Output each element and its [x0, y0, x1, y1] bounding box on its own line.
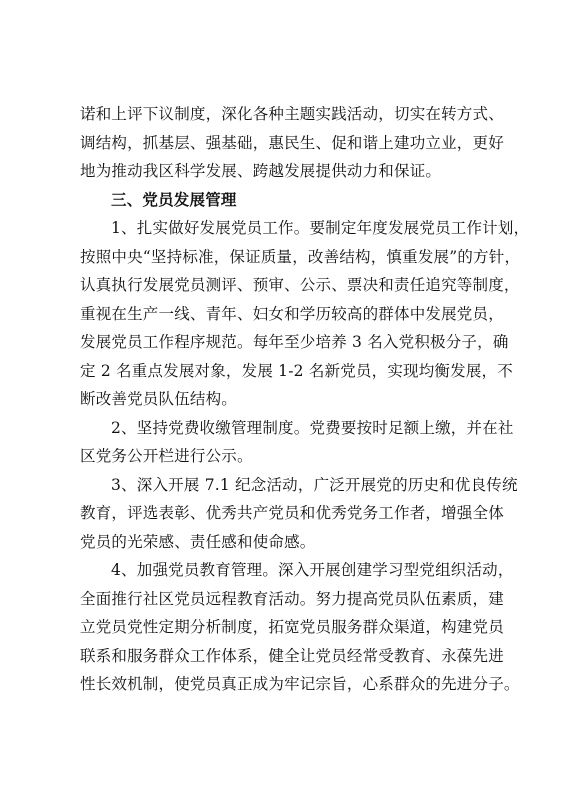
paragraph-line: 按照中央“坚持标准，保证质量，改善结构，慎重发展”的方针， [80, 248, 521, 266]
paragraph-line: 教育，评选表彰、优秀共产党员和优秀党务工作者，增强全体 [80, 504, 504, 522]
paragraph-line: 1、扎实做好发展党员工作。要制定年度发展党员工作计划， [111, 219, 530, 237]
intro-line: 地为推动我区科学发展、跨越发展提供动力和保证。 [80, 162, 442, 180]
paragraph-line: 重视在生产一线、青年、妇女和学历较高的群体中发展党员， [80, 305, 504, 323]
paragraph-line: 性长效机制，使党员真正成为牢记宗旨，心系群众的先进分子。 [80, 675, 520, 693]
paragraph-line: 立党员党性定期分析制度，拓宽党员服务群众渠道，构建党员 [80, 618, 504, 636]
paragraph-line: 定 2 名重点发展对象，发展 1-2 名新党员，实现均衡发展，不 [80, 362, 513, 380]
paragraph-line: 认真执行发展党员测评、预审、公示、票决和责任追究等制度， [80, 276, 520, 294]
intro-line: 诺和上评下议制度，深化各种主题实践活动，切实在转方式、 [80, 105, 504, 123]
paragraph-line: 断改善党员队伍结构。 [80, 390, 238, 408]
section-heading: 三、党员发展管理 [111, 190, 237, 209]
intro-line: 调结构，抓基层、强基础，惠民生、促和谐上建功立业，更好 [80, 134, 504, 152]
paragraph-line: 发展党员工作程序规范。每年至少培养 3 名入党积极分子，确 [80, 333, 509, 351]
paragraph-line: 党员的光荣感、责任感和使命感。 [80, 533, 316, 551]
paragraph-line: 全面推行社区党员远程教育活动。努力提高党员队伍素质，建 [80, 590, 504, 608]
paragraph-line: 4、加强党员教育管理。深入开展创建学习型党组织活动， [111, 561, 514, 579]
paragraph-line: 3、深入开展 7.1 纪念活动，广泛开展党的历史和优良传统 [111, 476, 518, 494]
paragraph-line: 联系和服务群众工作体系，健全让党员经常受教育、永葆先进 [80, 647, 504, 665]
paragraph-line: 2、坚持党费收缴管理制度。党费要按时足额上缴，并在社 [111, 419, 514, 437]
paragraph-line: 区党务公开栏进行公示。 [80, 447, 253, 465]
